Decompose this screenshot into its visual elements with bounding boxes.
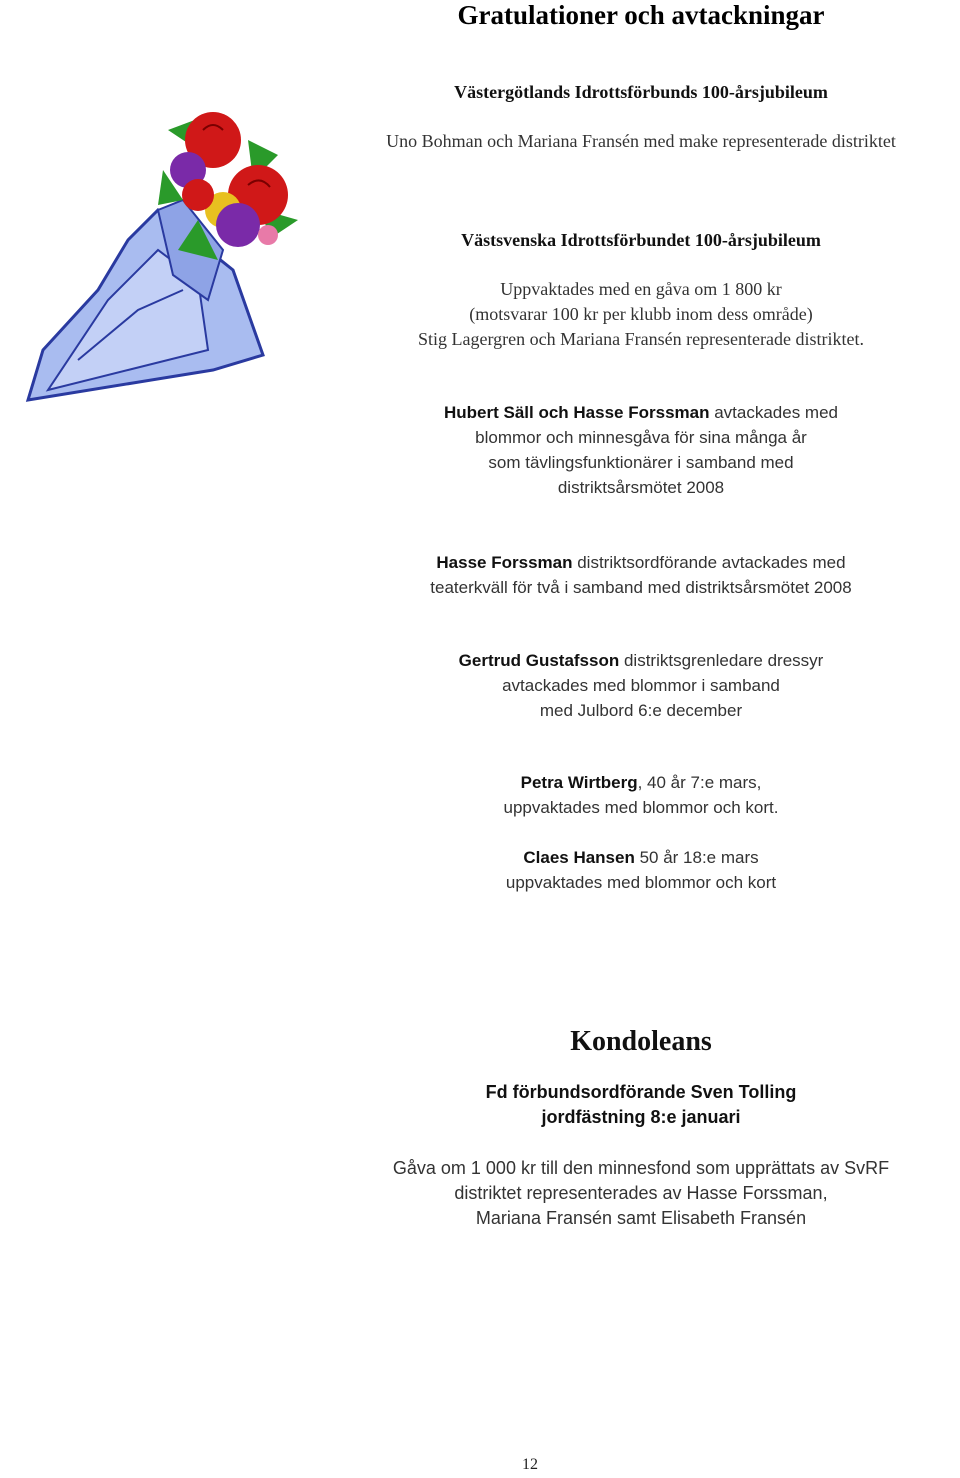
kondoleans-section bbox=[322, 1080, 960, 1231]
section-avtackning-gustafsson bbox=[322, 648, 960, 723]
section-text: teaterkväll för två i samband med distriktsårsmötet 2008 bbox=[430, 578, 852, 597]
kondoleans-subheading: jordfästning 8:e januari bbox=[541, 1107, 741, 1127]
page-title: Gratulationer och avtackningar bbox=[457, 0, 825, 30]
person-name: Claes Hansen bbox=[523, 848, 635, 867]
section-heading: Västergötlands Idrottsförbunds 100-årsjubileum bbox=[454, 82, 828, 102]
section-text: (motsvarar 100 kr per klubb inom dess område) bbox=[469, 304, 813, 324]
page-number: 12 bbox=[522, 1456, 538, 1473]
section-text: distriktsordförande avtackades med bbox=[572, 553, 846, 572]
person-name: Hasse Forssman bbox=[436, 553, 573, 572]
section-vastsvenska-100 bbox=[322, 228, 960, 352]
section-text: uppvaktades med blommor och kort bbox=[505, 873, 777, 892]
person-name: Hubert Säll och Hasse Forssman bbox=[444, 403, 710, 422]
section-uppvaktning-wirtberg bbox=[322, 770, 960, 820]
section-avtackning-sall-forssman bbox=[322, 400, 960, 500]
section-text: Stig Lagergren och Mariana Fransén representerade distriktet. bbox=[417, 329, 864, 349]
flower-bouquet-icon bbox=[8, 100, 308, 405]
section-text: avtackades med bbox=[709, 403, 838, 422]
section-heading: Västsvenska Idrottsförbundet 100-årsjubileum bbox=[461, 230, 821, 250]
section-avtackning-forssman bbox=[322, 550, 960, 600]
kondoleans-subheading: Fd förbundsordförande Sven Tolling bbox=[485, 1082, 797, 1102]
section-idrottsforbund-100 bbox=[322, 80, 960, 154]
section-text: Uno Bohman och Mariana Fransén med make representerade distriktet bbox=[386, 131, 896, 151]
section-text: , 40 år 7:e mars, bbox=[637, 773, 762, 792]
section-text: avtackades med blommor i samband bbox=[502, 676, 780, 695]
person-name: Gertrud Gustafsson bbox=[458, 651, 620, 670]
kondoleans-heading: Kondoleans bbox=[570, 1026, 712, 1057]
section-text: Mariana Fransén samt Elisabeth Fransén bbox=[475, 1208, 807, 1228]
section-text: som tävlingsfunktionärer i samband med bbox=[488, 453, 794, 472]
section-text: Gåva om 1 000 kr till den minnesfond som upprättats av SvRF bbox=[392, 1158, 890, 1178]
section-uppvaktning-hansen bbox=[322, 845, 960, 895]
person-name: Petra Wirtberg bbox=[520, 773, 638, 792]
section-text: blommor och minnesgåva för sina många år bbox=[475, 428, 807, 447]
section-text: distriktsgrenledare dressyr bbox=[619, 651, 824, 670]
section-text: 50 år 18:e mars bbox=[634, 848, 759, 867]
section-text: med Julbord 6:e december bbox=[539, 701, 743, 720]
section-text: distriktsårsmötet 2008 bbox=[557, 478, 725, 497]
section-text: distriktet representerades av Hasse Forssman, bbox=[454, 1183, 828, 1203]
section-text: uppvaktades med blommor och kort. bbox=[503, 798, 779, 817]
section-text: Uppvaktades med en gåva om 1 800 kr bbox=[500, 279, 782, 299]
